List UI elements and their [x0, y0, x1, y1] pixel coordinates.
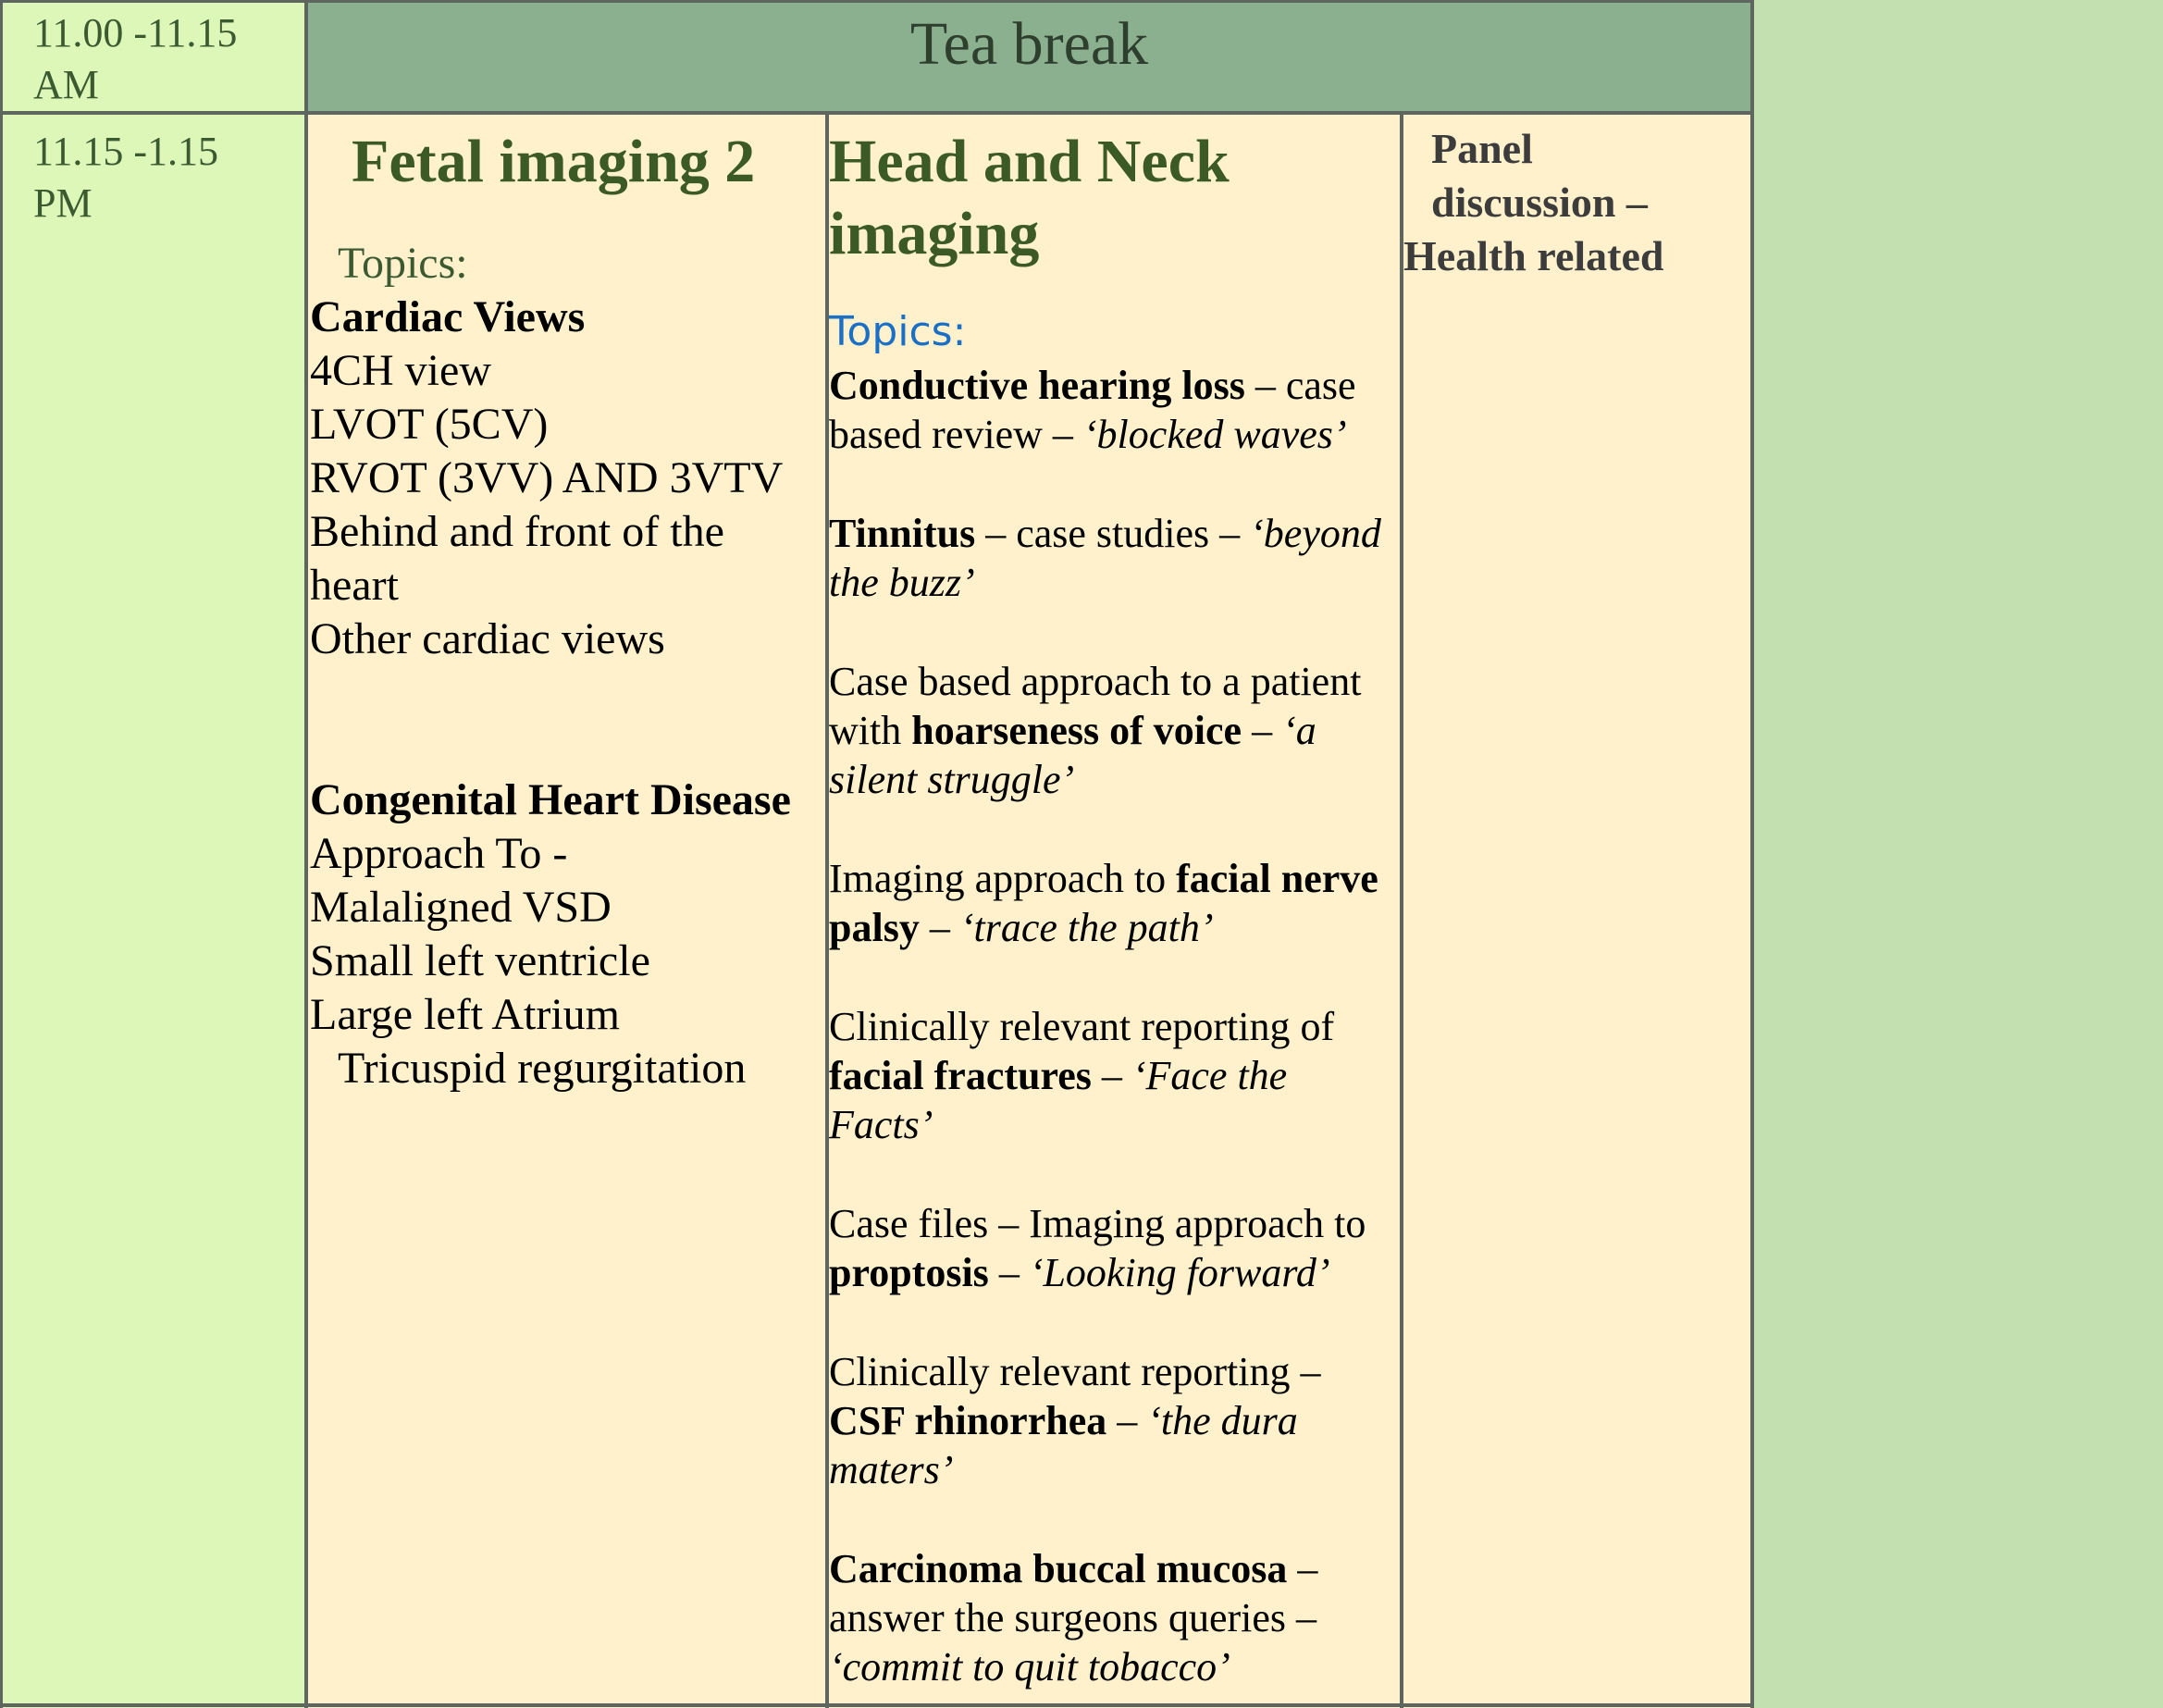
divider [1750, 0, 1754, 1708]
topic-item [829, 854, 1396, 952]
topic-text: – answer the surgeons queries – [829, 1546, 1318, 1640]
topic-tagline: ‘beyond the buzz’ [829, 511, 1381, 605]
topic-text: – [988, 1250, 1030, 1295]
divider [0, 111, 1754, 115]
list-item: Approach To - [310, 829, 568, 878]
panel-line2: discussion – [1431, 179, 1648, 226]
topic-text: – [1242, 708, 1283, 753]
divider [825, 113, 829, 1708]
list-item: Behind and front of the [310, 507, 724, 556]
panel-discussion-column [1402, 113, 1752, 1708]
time-cell-session [0, 113, 306, 1708]
divider [0, 1703, 1754, 1707]
chd-list [310, 774, 827, 1095]
list-item: 4CH view [310, 346, 491, 395]
list-item: Tricuspid regurgitation [338, 1044, 747, 1093]
topic-text: Clinically relevant reporting of [829, 1004, 1335, 1049]
chd-heading: Congenital Heart Disease [310, 775, 791, 824]
topic-text: Clinically relevant reporting – [829, 1349, 1321, 1394]
topic-tagline: ‘trace the path’ [959, 905, 1214, 950]
topic-text: – [1106, 1398, 1148, 1443]
fetal-imaging-column [306, 113, 827, 1708]
head-neck-title-line2: imaging [829, 200, 1040, 267]
divider [0, 0, 1754, 3]
time-tea-line2: AM [33, 62, 99, 107]
topic-tagline: ‘a silent struggle’ [829, 708, 1316, 802]
head-neck-topics-label: Topics: [829, 308, 967, 355]
panel-line1: Panel [1431, 125, 1533, 172]
topic-bold: CSF rhinorrhea [829, 1398, 1107, 1443]
list-item: Large left Atrium [310, 990, 621, 1039]
topic-bold: proptosis [829, 1250, 989, 1295]
topic-text: – case based review – [829, 363, 1356, 457]
time-session-line2: PM [33, 180, 93, 226]
time-cell-tea [0, 0, 306, 113]
tea-break-banner [306, 0, 1752, 113]
topic-bold: facial fractures [829, 1053, 1092, 1098]
topic-tagline: ‘Face the Facts’ [829, 1053, 1288, 1147]
head-neck-column [827, 113, 1402, 1708]
topic-tagline: ‘the dura maters’ [829, 1398, 1298, 1492]
list-item: Other cardiac views [310, 614, 665, 663]
topic-tagline: ‘blocked waves’ [1082, 412, 1347, 457]
tea-break-title: Tea break [909, 10, 1149, 78]
time-tea-line1: 11.00 -11.15 [33, 10, 238, 56]
topic-tagline: ‘Looking forward’ [1029, 1250, 1330, 1295]
topic-bold: Conductive hearing loss [829, 363, 1245, 408]
topic-item [829, 1544, 1396, 1691]
list-item: RVOT (3VV) AND 3VTV [310, 453, 784, 502]
list-item: heart [310, 561, 399, 610]
topic-bold: Carcinoma buccal mucosa [829, 1546, 1288, 1591]
topic-bold: Tinnitus [829, 511, 976, 556]
head-neck-title-line1: Head and Neck [829, 128, 1230, 195]
topic-text: – [919, 905, 960, 950]
cardiac-views-list [310, 291, 827, 666]
topic-item [829, 657, 1396, 804]
topic-item [829, 1002, 1396, 1149]
topic-item [829, 361, 1396, 459]
topic-item [829, 509, 1396, 607]
topic-text: Case files – Imaging approach to [829, 1201, 1366, 1246]
topic-tagline: ‘commit to quit tobacco’ [829, 1644, 1230, 1689]
panel-line3: Health related [1403, 232, 1664, 279]
topic-text: – case studies – [975, 511, 1251, 556]
head-neck-title [829, 126, 1396, 270]
list-item: Malaligned VSD [310, 883, 612, 932]
divider [1400, 113, 1403, 1708]
topic-item [829, 1347, 1396, 1494]
list-item: Small left ventricle [310, 936, 650, 985]
topic-bold: hoarseness of voice [911, 708, 1242, 753]
topic-text: Imaging approach to [829, 856, 1177, 901]
topic-item [829, 1199, 1396, 1297]
fetal-topics-label: Topics: [338, 239, 468, 288]
topic-text: – [1091, 1053, 1132, 1098]
fetal-title: Fetal imaging 2 [352, 128, 756, 195]
topic-bold: facial nerve palsy [829, 856, 1378, 950]
topic-text: Case based approach to a patient with [829, 659, 1362, 753]
list-item: LVOT (5CV) [310, 400, 549, 449]
time-session-line1: 11.15 -1.15 [33, 129, 219, 174]
cardiac-heading: Cardiac Views [310, 292, 586, 341]
divider [304, 0, 308, 1708]
divider [0, 0, 3, 1708]
